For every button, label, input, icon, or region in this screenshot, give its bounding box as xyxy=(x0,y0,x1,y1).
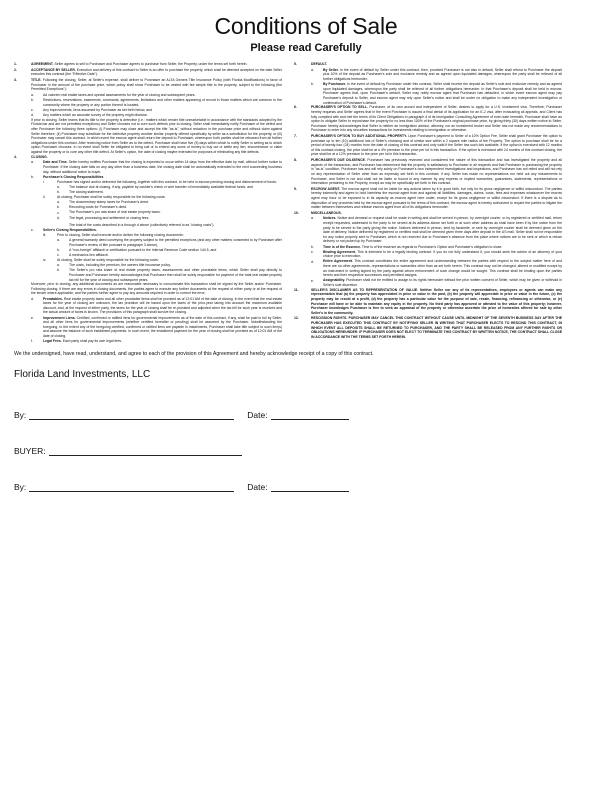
clause-body: Purchaser has previously reviewed and considered the nature of this transaction and has investigated the property and all aspects of the transaction, and Purchaser has determined that the property is satisfactory to Purchaser in all respects and that Purchaser is purchasing the property in "as-is" condition. Purchaser has and will rely solely on Purchaser's own independent investigations and inspections, and Purchaser has not relied and will not rely on any representation of Seller other than as expressly set forth in this contract, if any. Seller has made no representations nor held out any inducements to Purchaser, and Seller is not and shall not be liable or bound in any manner by any express or implied warranties, guarantees, statements, representations or information pertaining to the Property, except as may be specifically set forth in this contract. xyxy=(311,158,562,186)
clause-heading: Proratables. xyxy=(43,296,63,301)
clause-body: Certified, confirmed or ratified liens for governmental improvements as of the date of this contract, if any, shall be paid in full by Seller, and all other liens for governmental improvements (whether certified hereafter or pending) shall be assumed by the Purchaser. Notwithstanding the foregoing, to the extent any of the foregoing certified, confirmed or ratified liens are payable in installments, Purchaser shall take title subject to such lien(s) and assume the balance of such installment payments. In such event, the installment payment for the year of closing shall be prorated as of 12:01 AM of the date of closing. xyxy=(43,315,282,338)
clause-heading: Binding Agreement. xyxy=(323,249,356,254)
clause-marker: iii. xyxy=(43,233,47,238)
clause-body: Any improvements, liens assumed by Purchaser as set forth below, and xyxy=(43,107,152,112)
clause-item xyxy=(14,155,282,160)
clause-marker: a. xyxy=(57,238,60,243)
clause-body: This contract constitutes the entire agreement and understanding between the parties with respect to the subject matter here of and there are no other agreements, representations or warranties other than as set forth herein. This contract may not be changed, altered or modified except by an instrument in writing signed by the party against whom enforcement of such change would be sought. This contract shall be binding upon the parties hereto and their respective successors and permitted assigns. xyxy=(323,259,562,278)
clause-body: Purchaser has signed and/or delivered the following, together with this contract, to be held in escrow pending closing and disbursement of funds: xyxy=(57,179,277,184)
clause-text xyxy=(69,268,282,282)
clause-text xyxy=(31,78,282,92)
seller-signature-line[interactable] xyxy=(29,419,234,420)
clause-text xyxy=(323,278,562,287)
clause-text xyxy=(69,263,282,268)
clause-marker: b. xyxy=(311,244,314,249)
clause-text xyxy=(43,93,282,98)
clause-heading: AGREEMENT. xyxy=(31,62,54,67)
clause-heading: Seller's Closing Responsibilities. xyxy=(43,227,97,232)
clause-text xyxy=(43,316,282,339)
clause-text xyxy=(31,68,282,77)
clause-body: Upon Purchaser's payment to Seller of a 10% Option Fee, Seller shall grant Purchaser the option to purchase up to ten (10) additional lots of Seller's choosing and of similar size within a 2 square mile radius of the Property. The option to purchase shall be for a period of twenty-four (24) months from the date of closing of this contract and only valid if the Seller has such lots available. If the option is exercised with 12 months of this contract closing, the price shall be at a 4% premium to the price per lot in this transaction. If the option is exercised with 24 months of this contract closing, the price shall be at a 12% premium to the price per lot in this transaction. xyxy=(311,133,563,157)
clause-marker: b. xyxy=(31,98,34,103)
clause-text xyxy=(43,228,282,233)
clause-item xyxy=(294,134,562,157)
clause-marker: a. xyxy=(57,184,60,189)
clause-text xyxy=(69,238,282,247)
clause-item xyxy=(14,185,282,190)
clause-marker: b. xyxy=(31,174,34,179)
clause-body: A mechanics lien affidavit. xyxy=(69,252,109,257)
clause-marker: a. xyxy=(57,263,60,268)
clause-item xyxy=(294,82,562,105)
clause-item xyxy=(14,297,282,316)
clause-body: The closing statement. xyxy=(69,189,104,194)
seller-date-label: Date: xyxy=(247,409,268,420)
clause-item xyxy=(14,68,282,77)
clause-item xyxy=(294,211,562,216)
clause-item xyxy=(294,250,562,259)
seller-date-line[interactable] xyxy=(271,419,349,420)
clause-marker: c. xyxy=(311,249,314,254)
buyer-name-line[interactable] xyxy=(49,455,242,456)
clause-marker: 10. xyxy=(294,210,299,215)
left-column xyxy=(14,62,282,344)
clause-item xyxy=(14,216,282,221)
clause-item xyxy=(294,158,562,186)
contract-body xyxy=(14,62,598,344)
clause-heading: DEFAULT. xyxy=(311,62,328,67)
clause-text xyxy=(311,134,562,157)
clause-text xyxy=(69,205,282,210)
clause-body: Execution and delivery of this contract to Seller is an offer to purchase the property, which shall be deemed accepted on the date Seller executes this contract (the "Effective Date"). xyxy=(31,67,282,77)
clause-marker: a. xyxy=(31,160,34,165)
clause-body: This is intended to be a legally binding contract. If you do not fully understand it, you should seek the advice of an attorney of your choice prior to execution. xyxy=(323,249,563,259)
clause-marker: c. xyxy=(57,253,60,258)
clause-item xyxy=(14,113,282,118)
clause-item xyxy=(14,108,282,113)
clause-heading: CLOSING. xyxy=(31,154,48,159)
clause-body: The documentary stamp taxes for Purchaser's deed. xyxy=(69,200,149,205)
clause-body: A "non-foreign" affidavit or certification pursuant to the Internal Revenue Code section 144 5, and xyxy=(69,247,217,252)
clause-text xyxy=(69,200,282,205)
clause-body: Real estate property taxes and all other proratable items shall be prorated as of 12:01 AM of the date of closing. In the event that the real estate taxes for the year of closing are unknown, the tax proration will be based upon the taxes of the prior-year taking into account the maximum available discount, and, at the request of either party, the taxes for the year of closing shall be re-prorated and adjusted when the tax bill for such year is received and the actual amount of taxes is known. The provisions of this paragraph shall survive the closing. xyxy=(43,296,282,315)
clause-item xyxy=(14,98,282,107)
clause-body: The Seller's pro rata share of real estate property taxes, assessments and other proratable items, which Seller shall pay directly to Purchaser and Purchaser hereby acknowledges that Purchaser then shall be solely responsible for payment of the total real estate property tax bill for the year of closing and subsequent years. xyxy=(69,268,282,282)
clause-item xyxy=(14,93,282,98)
clause-marker: b. xyxy=(57,247,60,252)
clause-text xyxy=(31,155,282,160)
clause-marker: d. xyxy=(31,296,34,301)
clause-heading: Assignability. xyxy=(323,278,346,283)
clause-body: A general warranty deed conveying the property subject to the permitted exceptions (and any other matters consented to by Purchaser after Purchaser's review of title pursuant to paragraph 3 above), xyxy=(69,238,282,247)
clause-text xyxy=(323,68,562,82)
clause-text xyxy=(311,158,562,186)
clause-body: The costs, including the premium, the owners title insurance policy. xyxy=(69,263,171,268)
clause-marker: 1. xyxy=(14,62,17,67)
clause-body: At closing, Seller shall be solely responsible for the following costs: xyxy=(57,258,159,263)
clause-body: Notice and demand or request shall be made in writing and shall be served in person, by overnight courier, or by registered or certified mail, return receipt requested, addressed to the party to be served at its address above set forth or at such other address as shall have been if by like notice from the party to be served to the party giving the notice. Notices delivered in person, sent by facsimile, or sent by overnight courier shall be deemed given on the date of delivery. Notice delivered by registered or certified mail shall be deemed given three days after deposit in the US mail. Seller shall not be responsible for any notice properly sent to Purchaser, which is not received due to Purchaser's absence from the place where notices are to be sent or which is refuse delivery or not picked up by Purchaser. xyxy=(323,216,562,244)
clause-body: Each party shall pay its own legal fees. xyxy=(61,339,122,344)
clause-text xyxy=(43,108,282,113)
clause-heading: Improvement Liens. xyxy=(43,315,76,320)
clause-marker: d. xyxy=(31,113,34,118)
clause-text xyxy=(311,288,562,316)
buyer-signature-row xyxy=(14,482,598,492)
clause-marker: i. xyxy=(43,179,45,184)
clause-heading: Time is of the Essence. xyxy=(323,244,361,249)
clause-text xyxy=(323,245,562,250)
clause-heading: SELLER'S DISCLAIMER AS TO REPRESENTATION OF VALUE. xyxy=(311,287,419,292)
clause-text xyxy=(43,113,282,118)
clause-text xyxy=(69,248,282,253)
clause-item xyxy=(294,288,562,316)
signature-block xyxy=(14,351,598,492)
buyer-by-label: By: xyxy=(14,481,27,492)
clause-body: Purchaser shall not be entitled to assign to its rights hereunder without the prior written consent of Seller, which may be given or withhold in Seller's sole discretion. xyxy=(323,278,562,288)
clause-text xyxy=(311,211,562,216)
clause-item xyxy=(14,200,282,205)
clause-text xyxy=(31,62,282,67)
clause-heading: Purchaser's Closing Responsibilities xyxy=(43,174,104,179)
clause-text xyxy=(323,216,562,244)
clause-text xyxy=(323,250,562,259)
seller-by-label: By: xyxy=(14,409,27,420)
clause-item xyxy=(14,210,282,215)
clause-marker: 3. xyxy=(14,78,17,83)
clause-heading: Notices. xyxy=(323,216,337,221)
clause-item xyxy=(294,259,562,278)
clause-marker: e. xyxy=(31,315,34,320)
clause-marker: a. xyxy=(311,216,314,221)
clause-text xyxy=(311,187,562,210)
clause-item xyxy=(294,316,562,339)
clause-heading: MISCELLANEOUS. xyxy=(311,210,342,215)
clause-heading: Legal Fees. xyxy=(43,339,62,344)
clause-item xyxy=(14,339,282,344)
company-name: Florida Land Investments, LLC xyxy=(14,368,151,380)
clause-body: The balance due at closing, if any, payable by cashier's check or wire transfer of immediately available federal funds, and xyxy=(69,184,253,189)
seller-signature-row xyxy=(14,410,598,420)
clause-paragraph: Moreover, prior to closing, any additional documents as are reasonable necessary to consummate this transaction shall be signed by the Seller and/or Purchaser. Following closing, if there are any errors in closing documents, the parties agree to execute any further documents at the request of either party or at the request of the lender where applicable, and the parties further agree to pay any amounts required in order to correct the error. xyxy=(31,282,282,296)
clause-body: Time is of the essence as regards to Purchaser's Option and Purchaser's obligation to close. xyxy=(360,244,503,249)
clause-marker: c. xyxy=(31,228,34,233)
clause-heading: Date and Time. xyxy=(43,160,68,165)
clause-item xyxy=(14,238,282,247)
clause-marker: b. xyxy=(311,82,314,87)
clause-heading: RESCISSION RIGHTS. xyxy=(311,316,348,321)
clause-item xyxy=(14,190,282,195)
buyer-date-label: Date: xyxy=(247,481,268,492)
clause-text xyxy=(69,185,282,190)
clause-text xyxy=(311,105,562,133)
clause-body: Any matters which an accurate survey of the property might disclose. xyxy=(43,112,148,117)
clause-marker: 6. xyxy=(294,105,297,110)
clause-marker: 11. xyxy=(294,287,299,292)
clause-marker: 12. xyxy=(294,316,299,321)
clause-item xyxy=(14,175,282,180)
clause-marker: 5. xyxy=(294,62,297,67)
clause-heading: ESCROW AGENT. xyxy=(311,186,341,191)
clause-heading: TITLE. xyxy=(31,77,42,82)
clause-item xyxy=(14,62,282,67)
clause-body: In the event of default by Seller under this contract, then, provided Purchaser is not also in default, Seller shall refund to Purchaser the deposit plus 10% of the deposit as Purchaser's sole and exclusive remedy and as agreed upon liquidated damages, whereupon the party shall be relieved of all further obligations hereunder. xyxy=(323,67,562,82)
clause-heading: ACCEPTANCE BY SELLER. xyxy=(31,67,76,72)
clause-body: Ad valorem real estate taxes and special assessments for the year of closing and subsequent years. xyxy=(43,92,196,97)
buyer-label: BUYER: xyxy=(14,445,46,456)
clause-body: At closing, Purchaser shall be solely responsible for the following costs: xyxy=(57,195,166,200)
clause-item xyxy=(14,195,282,200)
clause-body: The legal, processing and settlement or closing fees. xyxy=(69,215,150,220)
clause-item xyxy=(14,228,282,233)
clause-marker: 4. xyxy=(14,154,17,159)
clause-marker: 2. xyxy=(14,67,17,72)
clause-text xyxy=(43,297,282,316)
page-title: Conditions of Sale xyxy=(214,13,398,39)
clause-item xyxy=(14,268,282,282)
clause-body: Purchaser, of its own accord and independent of Seller, desires to apply for a U.S. investment visa. Therefore, Purchaser hereby requests and Seller agrees that in the event Purchaser is issued a final denial of its application for an E-2 visa, after exhausting all appeals, and Client has fully complied with and met the terms of its Client Obligations in paragraph 4 of its Immigration Consulting Agreement of even date herewith, Purchaser shall have an option to obligate Seller to repurchase the property for no less than 100% of the Purchaser's original purchase price, by giving thirty (30) days written notice to Seller. Purchaser hereby acknowledges that Seller is neither an immigration advisor, attorney, nor an investment broker and Seller has not made any recommendations to Purchaser to enter into any securities transactions for investments relating to immigration or otherwise. xyxy=(311,105,562,133)
clause-body: Seller agrees to sell to Purchaser and Purchaser agrees to purchase from Seller, the Property, under the terms set forth herein. xyxy=(53,62,248,67)
buyer-date-line[interactable] xyxy=(271,491,349,492)
clause-text xyxy=(43,98,282,107)
clause-paragraph: If prior to closing, Seller learns that its title to the property is defective (i.e.: matters which render title unmarketable in accordance with the standards adopted by the Florida bar and are not permitted exceptions) and Seller chooses not to cure such defects prior to closing, Seller shall immediately notify Purchaser of the defect and offer Purchaser the following three options: (i) Purchaser may close and accept the title "as-is", without reduction in the purchase price and without claim against Seller therefore, (ii) Purchaser may substitute for the defective property another similar property offered specifically by seller as a substitution for the property, or (iii) Purchaser may cancel this contract, in which event the escrow agent shall return the deposit to Purchaser, whereupon both parties shall be released from all further obligations under this contract. After receiving notice from Seller as to the defect, Purchaser shall have five (5) days within which to notify Seller in writing as to which option Purchaser chooses. In no event shall Seller be obligated to bring suit or to extend any sums of money to buy out or settle any lien, encumbrance or claim against the property or to cure any other title defect. At Seller's option, the date of closing maybe extended for purposes of eliminating any title defects. xyxy=(31,117,282,155)
clause-body: Prior to closing, Seller shall execute and/or deliver the following closing documents: xyxy=(57,233,184,238)
clause-text xyxy=(57,195,282,200)
buyer-name-row xyxy=(14,446,598,456)
clause-heading: PURCHASER'S DUE DILIGENCE. xyxy=(311,158,366,162)
clause-text xyxy=(43,339,282,344)
clause-item xyxy=(14,160,282,174)
clause-marker: 8. xyxy=(294,158,297,163)
clause-heading: PURCHASER'S OPTION TO BUY ADDITIONAL PROPERTY. xyxy=(311,133,408,138)
clause-text xyxy=(57,233,282,238)
clause-marker: 9. xyxy=(294,186,297,191)
clause-marker: b. xyxy=(57,190,60,195)
clause-marker: iv. xyxy=(43,258,47,263)
clause-item xyxy=(14,258,282,263)
clause-marker: c. xyxy=(31,107,34,112)
clause-item xyxy=(14,180,282,185)
clause-item xyxy=(294,187,562,210)
clause-item xyxy=(294,68,562,82)
right-column xyxy=(294,62,562,340)
clause-text xyxy=(69,210,282,215)
clause-body: Neither Seller nor any of its representatives, employees or agents can make any representation that (a) the property has appreciated in price or value in the past, (b) the property will appreciate in price or value in the future, (c) the property may be resold at a profit, (d) the property has a particular value for the purpose of sale, resale, financing, refinancing or otherwise, or (e) Purchaser will have or be able to maintain any equity in the property. No third party has approved or attested to the value of this property; however, Purchaser knowledges Purchaser is free to seek an appraisal of the property or otherwise ascertain the price of homesites offered for sale by other Seller's in the community. xyxy=(311,287,562,315)
clause-item xyxy=(14,78,282,92)
undersigned-statement: We the undersigned, have read, understand, and agree to each of the provision of this Agreement and hereby acknowledge receipt of a copy of this contract. xyxy=(14,350,374,357)
clause-body: Recording costs for Purchaser's deed. xyxy=(69,205,128,210)
clause-marker: a. xyxy=(311,67,314,72)
clause-marker: d. xyxy=(311,259,314,264)
clause-text xyxy=(43,160,282,174)
clause-body: The Purchaser's pro rata share of real estate property taxes. xyxy=(69,210,161,215)
clause-item xyxy=(14,263,282,268)
clause-marker: c. xyxy=(57,210,60,215)
clause-body: Following the closing, Seller, at Seller's expense, shall deliver to Purchaser an ALTA Owners Title Insurance Policy (with Florida Modifications) in favor of Purchaser in the amount of the purchase price, which policy shall show Purchaser to be vested with fee simple title to the property, subject to the following (the Permitted Exceptions"): xyxy=(31,77,282,92)
buyer-signature-line[interactable] xyxy=(29,491,234,492)
clause-marker: e. xyxy=(311,278,314,283)
clause-marker: ii. xyxy=(43,195,46,200)
clause-text xyxy=(69,190,282,195)
clause-marker: 7. xyxy=(294,134,297,139)
clause-text xyxy=(323,259,562,278)
clause-item xyxy=(294,245,562,250)
clause-text xyxy=(43,175,282,180)
page-subtitle: Please read Carefully xyxy=(250,42,362,55)
clause-heading: PURCHASER'S OPTION TO SELL. xyxy=(311,105,368,110)
clause-body: The escrow agent shall not be liable for any actions taken by it in good faith, but only for its gross negligence or willful misconduct. The parties hereby indemnify and agree to hold harmless the escrow agent from and against all liabilities, damages, claims, costs, fees and expenses whatsoever the escrow agent may incur or be exposed to in its capacity as escrow agent here under, except for its gross negligence or willful misconduct. If there is a dispute as to disposition of any proceeds held by the escrow agent pursuant to the terms of this contract, the escrow agent is hereby authorized to require the parties to litigate the matter between themselves and release escrow agent from all of its obligations hereunder. xyxy=(311,186,562,210)
clause-marker: b. xyxy=(57,268,60,273)
clause-marker: a. xyxy=(31,92,34,97)
clause-item xyxy=(294,216,562,244)
clause-heading: By Purchaser. xyxy=(323,82,347,87)
clause-text xyxy=(311,316,562,339)
clause-body: In the event of default by Purchaser under this contract, Seller shall receive the deposit as Seller's sole and exclusive remedy and as agreed upon liquidated damages, whereupon the party shall be relieved of all further obligations hereunder. In that Purchaser's deposit shall be held in escrow. Purchaser agrees that, upon Purchaser's default, Seller may notify escrow agent that Purchaser has defaulted, in which event escrow agent may pay Purchaser's deposit to Seller, and escrow agent may rely upon Seller's notice and shall be under no obligation to make any independent investigation or confirmation of Purchaser's default. xyxy=(323,82,562,105)
clause-item xyxy=(14,205,282,210)
clause-text xyxy=(69,253,282,258)
clause-item xyxy=(14,233,282,238)
clause-heading: Entire Agreement. xyxy=(323,259,353,264)
clause-item xyxy=(294,62,562,67)
clause-paragraph: The total of the costs described in a through d above (collectively referred to as "closing costs"). xyxy=(69,222,215,227)
clause-text xyxy=(69,216,282,221)
clause-marker: f. xyxy=(31,339,33,344)
clause-item xyxy=(294,278,562,287)
clause-item xyxy=(294,105,562,133)
clause-text xyxy=(323,82,562,105)
clause-item xyxy=(14,248,282,253)
clause-marker: b. xyxy=(57,205,60,210)
clause-item xyxy=(14,316,282,339)
clause-text xyxy=(311,62,562,67)
clause-body: Seller hereby notifies Purchaser that the closing is expected to occur within 14 days from the effective date by mail, without further notice to Purchaser. If the closing date falls on any day other than a business date, the closing date shall be automatically extended to the next succeeding business day, without additional notice to buyer. xyxy=(43,160,282,174)
clause-item xyxy=(14,253,282,258)
clause-body: Restrictions, reservations, easements, covenants, agreements, limitations and other matters appearing of record in those matters which are common to the community where the property or any portion thereof is located, xyxy=(43,97,282,107)
clause-body: PURCHASER MAY CANCEL THIS CONTRACT WITHOUT CAUSE UNTIL MIDNIGHT OF THE SEVENTH BUSINESS DAY AFTER THE PURCHASER HAS EXECUTED THIS CONTRACT BY NOTIFYING SELLER IN WRITING THAT PURCHASER ELECTS TO RESCIND THIS CONTRACT, IN WHICH EVENT ALL DEPOSITS SHALL BE RETURNED TO PURCHASER, AND THE PARTY SHALL BE RELEASED FROM ANY FURTHER RIGHTS OR OBLIGATIONS HEREUNDER. IF PURCHASER DOES NOT ELECT TO TERMINATE THIS CONTRACT BY WRITTEN NOTICE, THE CONTRACT SHALL CLOSE IN ACCORDANCE WITH THE TERMS SET FORTH HEREIN. xyxy=(311,316,563,339)
clause-text xyxy=(57,258,282,263)
clause-text xyxy=(57,180,282,185)
clause-marker: a. xyxy=(57,200,60,205)
clause-marker: d. xyxy=(57,215,60,220)
clause-heading: By Seller. xyxy=(323,67,339,72)
